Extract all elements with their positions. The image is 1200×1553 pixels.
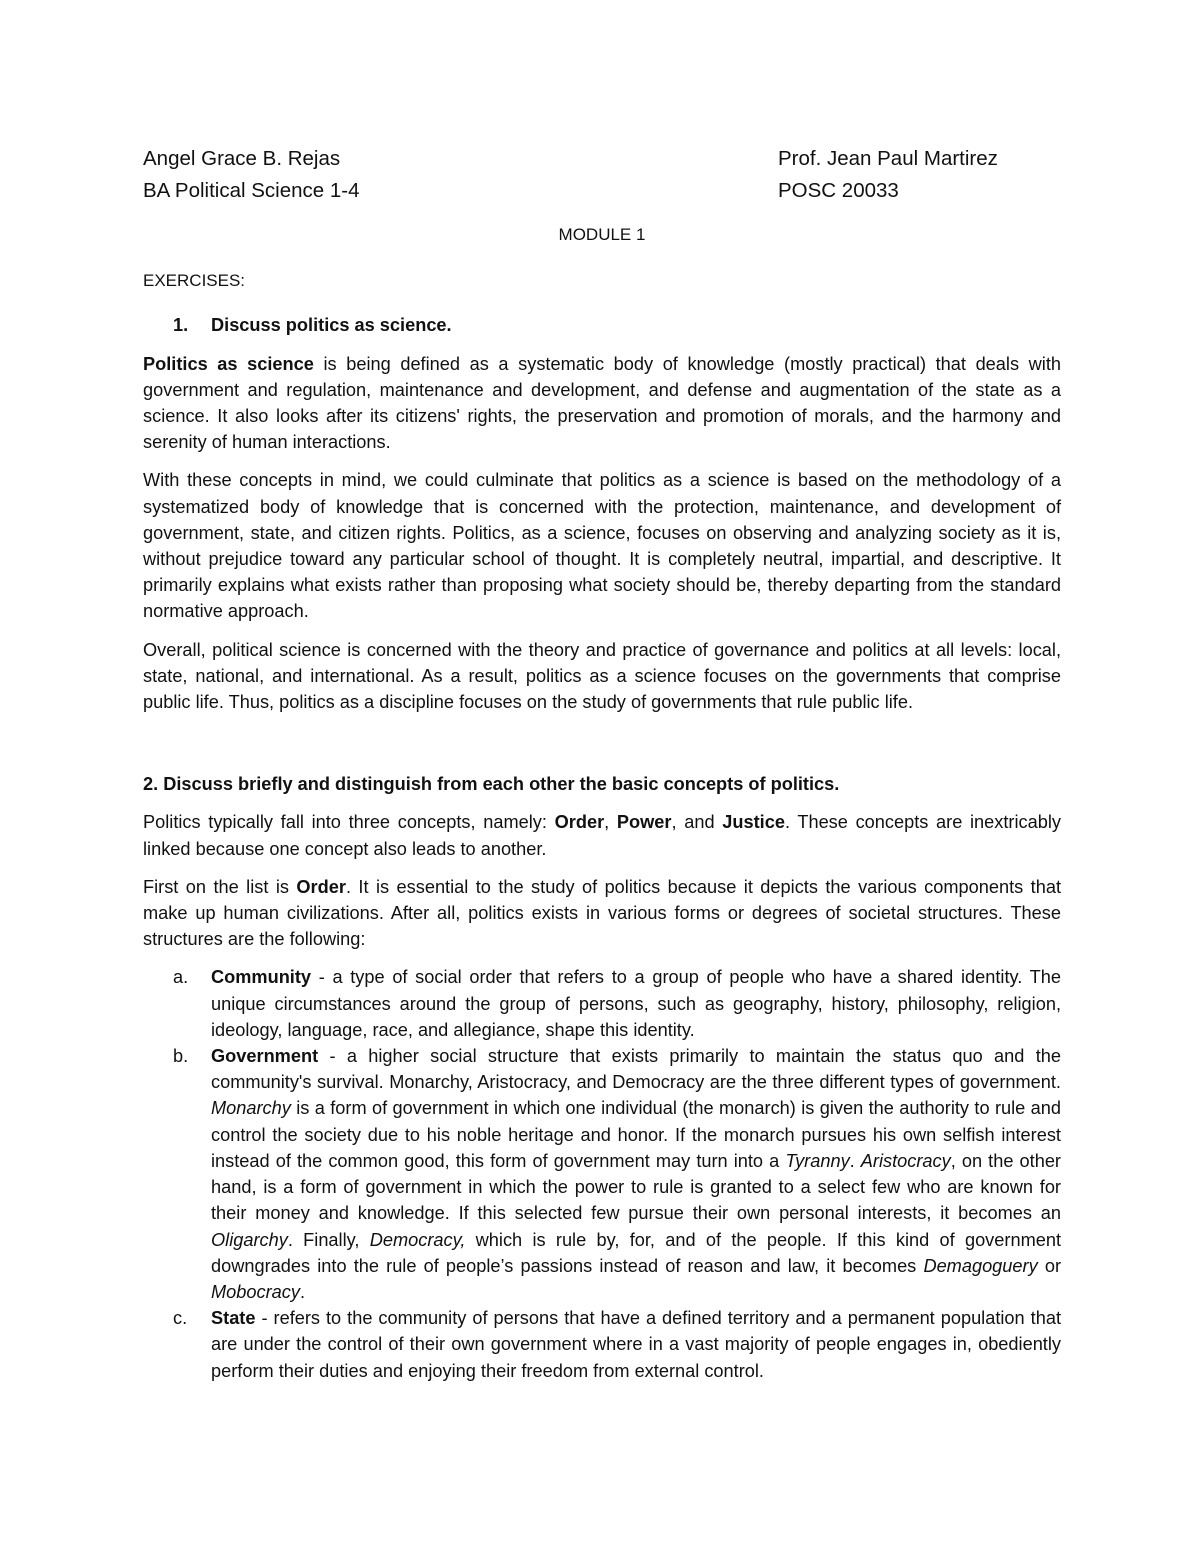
italic-demagoguery: Demagoguery [923, 1255, 1038, 1276]
professor-name: Prof. Jean Paul Martirez [778, 147, 998, 170]
q2-intro-paragraph [143, 809, 1061, 861]
q1-p1-lead: Politics as science [143, 353, 314, 374]
q1-paragraph-3: Overall, political science is concerned with the theory and practice of governance and politics at all levels: local, state, national, and international. As a result, politics as a science focuses on the governments that comprise public life. Thus, politics as a discipline focuses on the study of governments that rule public life. [143, 639, 1061, 713]
government-t4: , on the other hand, is a form of government in which the power to rule is granted to a select few who are known for their money and knowledge. If this selected few pursue their own personal interests, it becomes an [211, 1150, 1061, 1224]
order-para-t2: . It is essential to the study of politics because it depicts the various components that make up human civilizations. After all, politics exists in various forms or degrees of societal structures. These structures are the following: [143, 876, 1061, 950]
community-text: - a type of social order that refers to a group of people who have a shared identity. The unique circumstances around the group of persons, such as geography, history, philosophy, religion, ideology, language, race, and allegiance, shape this identity. [211, 967, 1061, 1040]
q2-intro-t1: Politics typically fall into three concepts, namely: [143, 812, 555, 833]
italic-democracy: Democracy, [369, 1229, 466, 1250]
structures-list [143, 964, 1061, 1383]
concept-order: Order [554, 812, 605, 833]
document-header [143, 143, 1061, 207]
concept-justice: Justice [722, 812, 785, 833]
question-2-text: 2. Discuss briefly and distinguish from each other the basic concepts of politics. [143, 774, 840, 795]
list-item [143, 1043, 1061, 1305]
q2-intro-sep1: , [604, 812, 617, 833]
concept-power: Power [616, 812, 672, 833]
header-right [778, 143, 1061, 207]
government-t3: . [849, 1150, 861, 1171]
government-t1: - a higher social structure that exists primarily to maintain the status quo and the community's survival. Monarchy, Aristocracy, and Democracy are the three different types of government. [211, 1046, 1061, 1093]
question-1-number: 1. [173, 315, 189, 336]
italic-aristocracy: Aristocracy [860, 1150, 951, 1171]
government-t2: is a form of government in which one individual (the monarch) is given the authority to rule and control the society due to his noble heritage and honor. If the monarch pursues his own selfish interest instead of the common good, this form of government may turn into a [211, 1098, 1061, 1171]
order-term: Order [296, 876, 346, 897]
q2-intro-t2: . These concepts are inextricably linked because one concept also leads to another. [143, 812, 1061, 859]
q2-intro-sep2: , and [671, 812, 723, 833]
term-state: State [211, 1308, 256, 1329]
list-item [143, 1305, 1061, 1384]
student-name: Angel Grace B. Rejas [143, 147, 341, 170]
term-community: Community [211, 967, 312, 988]
list-marker: a. [173, 967, 189, 988]
italic-monarchy: Monarchy [211, 1098, 291, 1119]
q1-paragraph-2: With these concepts in mind, we could culminate that politics as a science is based on the methodology of a systematized body of knowledge that is concerned with the protection, maintenance, and development of government, state, and citizen rights. Politics, as a science, focuses on observing and analyzing society as it is, without prejudice toward any particular school of thought. It is completely neutral, impartial, and descriptive. It primarily explains what exists rather than proposing what society should be, thereby departing from the standard normative approach. [143, 470, 1061, 622]
government-t6: which is rule by, for, and of the people. If this kind of government downgrades into the rule of people’s passions instead of reason and law, it becomes [211, 1229, 1061, 1276]
state-text: - refers to the community of persons that have a defined territory and a permanent population that are under the control of their own government where in a vast majority of people engages in, obediently perform their duties and enjoying their freedom from external control. [211, 1308, 1061, 1381]
government-t5: . Finally, [287, 1229, 370, 1250]
page-content [143, 143, 1061, 1384]
q1-p1-rest: is being defined as a systematic body of knowledge (mostly practical) that deals with government and regulation, maintenance and development, and defense and augmentation of the state as a science. It also looks after its citizens' rights, the preservation and promotion of morals, and the harmony and serenity of human interactions. [143, 353, 1061, 453]
government-t7: or [1037, 1255, 1062, 1276]
government-t8: . [299, 1281, 306, 1302]
module-title: MODULE 1 [558, 225, 646, 244]
question-1-text: Discuss politics as science. [211, 315, 452, 336]
order-paragraph [143, 874, 1061, 953]
list-marker: c. [173, 1308, 188, 1329]
q1-paragraph-1 [143, 351, 1061, 456]
list-marker: b. [173, 1046, 189, 1067]
italic-mobocracy: Mobocracy [211, 1281, 300, 1302]
course-code: POSC 20033 [778, 179, 899, 202]
list-item-body [211, 1043, 1061, 1305]
term-government: Government [211, 1046, 319, 1067]
order-para-t1: First on the list is [143, 876, 297, 897]
exercises-label: EXERCISES: [143, 271, 246, 291]
list-item-body [211, 964, 1061, 1043]
header-left [143, 143, 360, 207]
list-item-body [211, 1305, 1061, 1384]
italic-tyranny: Tyranny [785, 1150, 850, 1171]
program-name: BA Political Science 1-4 [143, 179, 360, 202]
list-item [143, 964, 1061, 1043]
italic-oligarchy: Oligarchy [211, 1229, 288, 1250]
question-1 [143, 312, 1061, 338]
